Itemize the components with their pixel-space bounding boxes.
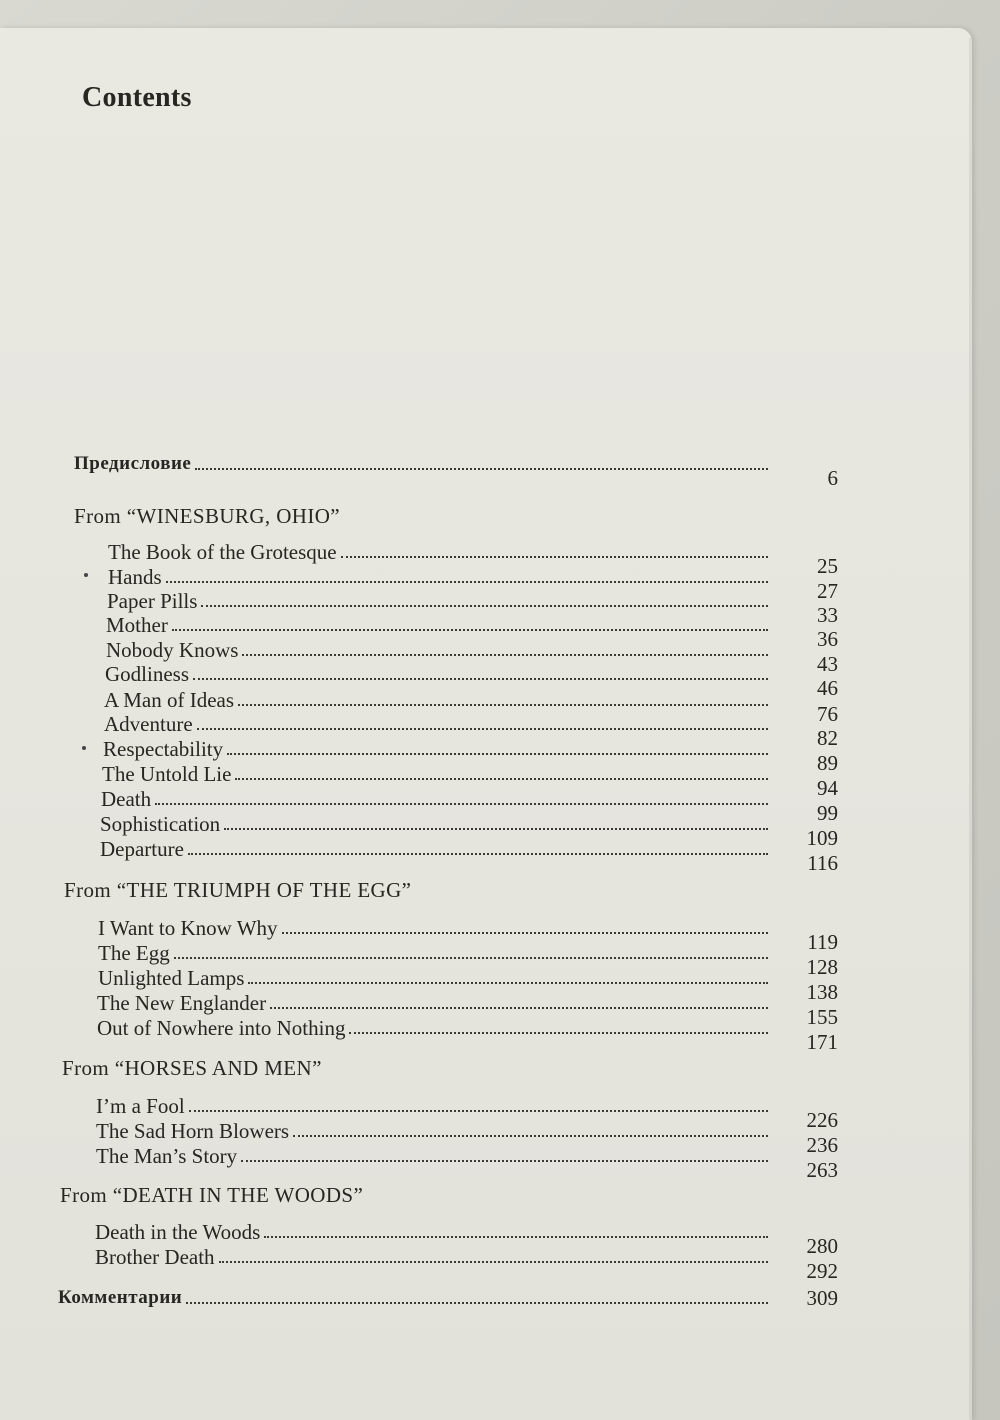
leader-dots [155,802,768,805]
leader-dots [293,1134,768,1137]
toc-entry-page: 138 [806,980,838,1004]
section-heading-triumph-of-the-egg: From “THE TRIUMPH OF THE EGG” [64,878,412,902]
toc-entry-page: 89 [817,751,838,775]
toc-entry [105,658,838,700]
toc-entry-page: 128 [806,955,838,979]
toc-entry-page: 292 [806,1259,838,1283]
section-heading-winesburg: From “WINESBURG, OHIO” [74,504,341,528]
toc-entry-label: A Man of Ideas [104,688,235,712]
toc-entry-label: Комментарии [58,1287,183,1308]
leader-dots [193,677,768,680]
toc-entry-label: The Sad Horn Blowers [96,1119,290,1143]
toc-entry-page: 263 [806,1158,838,1182]
leader-dots [235,777,768,780]
leader-dots [282,931,768,934]
toc-entry-page: 94 [817,776,838,800]
page-title: Contents [82,82,192,113]
leader-dots [188,852,768,855]
leader-dots [186,1301,768,1304]
leader-dots [241,1159,768,1162]
pencil-mark [82,746,86,750]
toc-entry-page: 43 [817,652,838,676]
toc-entry-page: 236 [806,1133,838,1157]
leader-dots [195,467,768,470]
toc-entry-page: 309 [806,1286,838,1310]
toc-entry-page: 171 [806,1030,838,1054]
toc-entry-label: Out of Nowhere into Nothing [97,1016,346,1040]
toc-entry-label: Paper Pills [107,589,198,613]
toc-entry-label: Departure [100,837,184,861]
toc-entry-label: Godliness [105,662,189,686]
table-of-contents [0,28,972,1420]
pencil-mark [84,573,88,577]
toc-entry-page: 226 [806,1108,838,1132]
toc-entry-label: Nobody Knows [106,638,239,662]
leader-dots [189,1109,768,1112]
section-heading-horses-and-men: From “HORSES AND MEN” [62,1056,322,1080]
toc-entry-label: I’m a Fool [96,1094,185,1118]
leader-dots [349,1031,768,1034]
toc-entry-label: Death in the Woods [95,1220,261,1244]
toc-entry-page: 33 [817,603,838,627]
toc-entry-preface [74,448,838,490]
toc-entry-label: Brother Death [95,1245,215,1269]
toc-entry-label: I Want to Know Why [98,916,278,940]
toc-entry-commentary [58,1282,838,1310]
toc-entry-page: 109 [806,826,838,850]
leader-dots [242,653,768,656]
toc-entry-page: 119 [807,930,838,954]
leader-dots [219,1260,768,1263]
toc-entry-label: The Man’s Story [96,1144,238,1168]
leader-dots [341,555,768,558]
toc-entry-page: 76 [817,702,838,726]
leader-dots [227,752,768,755]
toc-entry-page: 25 [817,554,838,578]
toc-entry-page: 6 [827,466,838,490]
toc-entry [100,833,838,875]
book-page [0,28,972,1420]
toc-entry-page: 280 [806,1234,838,1258]
leader-dots [166,580,768,583]
leader-dots [238,703,768,706]
toc-entry [97,1012,838,1054]
toc-entry-label: Adventure [104,712,193,736]
toc-entry-label: The New Englander [97,991,267,1015]
toc-entry-label: The Untold Lie [102,762,232,786]
leader-dots [270,1006,768,1009]
toc-entry-page: 46 [817,676,838,700]
toc-entry-page: 27 [817,579,838,603]
leader-dots [172,628,768,631]
toc-entry-page: 36 [817,627,838,651]
toc-entry-page: 82 [817,726,838,750]
toc-entry-label: The Egg [98,941,170,965]
toc-entry-label: Respectability [103,737,224,761]
toc-entry [96,1140,838,1182]
leader-dots [224,827,768,830]
toc-entry-label: Mother [106,613,168,637]
leader-dots [197,727,768,730]
toc-entry-label: Hands [108,565,162,589]
toc-entry [95,1241,838,1283]
toc-entry-label: Sophistication [100,812,221,836]
toc-entry-page: 155 [806,1005,838,1029]
leader-dots [248,981,768,984]
toc-entry-page: 99 [817,801,838,825]
toc-entry-label: The Book of the Grotesque [108,540,337,564]
section-heading-death-in-the-woods: From “DEATH IN THE WOODS” [60,1183,364,1207]
toc-entry-page: 116 [807,851,838,875]
leader-dots [201,604,768,607]
leader-dots [174,956,768,959]
leader-dots [264,1235,768,1238]
toc-entry-label: Unlighted Lamps [98,966,245,990]
toc-entry-label: Предисловие [74,453,192,474]
toc-entry-label: Death [101,787,152,811]
